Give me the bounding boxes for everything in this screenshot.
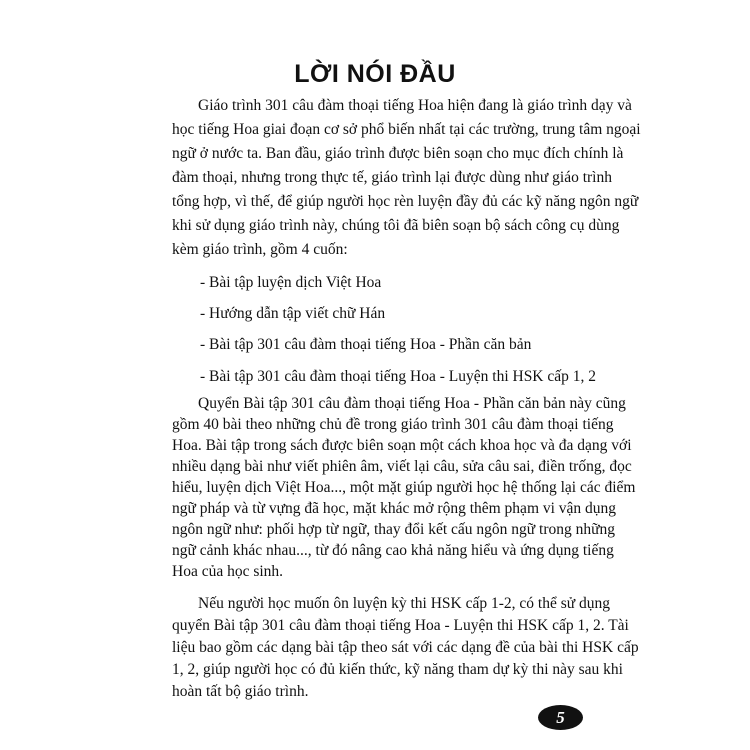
text-line: kèm giáo trình, gồm 4 cuốn:: [172, 241, 348, 258]
text-line: đàm thoại, nhưng trong thực tế, giáo trình lại được dùng như giáo trình: [172, 169, 612, 186]
text-line: ngữ pháp và từ vựng đã học, mặt khác mở rộng thêm phạm vi vận dụng: [172, 500, 617, 517]
text-line: hiểu, luyện dịch Việt Hoa..., một mặt giúp người học hệ thống lại các điểm: [172, 479, 636, 496]
page-number: 5: [538, 705, 583, 730]
text-line: Nếu người học muốn ôn luyện kỳ thi HSK cấp 1-2, có thể sử dụng: [198, 595, 611, 612]
paragraph-intro: [172, 94, 641, 262]
text-line: 1, 2, giúp người học có đủ kiến thức, kỹ năng tham dự kỳ thi này sau khi: [172, 661, 623, 678]
text-line: ngôn ngữ như: phối hợp từ ngữ, thay đổi kết cấu ngôn ngữ trong những: [172, 521, 616, 538]
text-line: hoàn tất bộ giáo trình.: [172, 683, 309, 700]
text-line: Giáo trình 301 câu đàm thoại tiếng Hoa hiện đang là giáo trình dạy và: [198, 97, 632, 114]
text-line: học tiếng Hoa giai đoạn cơ sở phổ biến nhất tại các trường, trung tâm ngoại: [172, 121, 641, 138]
text-line: gồm 40 bài theo những chủ đề trong giáo trình 301 câu đàm thoại tiếng: [172, 416, 614, 433]
book-item: - Bài tập 301 câu đàm thoại tiếng Hoa - Phần căn bản: [200, 336, 532, 353]
text-line: Hoa. Bài tập trong sách được biên soạn một cách khoa học và đa dạng với: [172, 437, 632, 454]
text-line: nhiều dạng bài như viết phiên âm, viết lại câu, sửa câu sai, điền trống, đọc: [172, 458, 632, 475]
text-line: liệu bao gồm các dạng bài tập theo sát với các dạng đề của bài thi HSK cấp: [172, 639, 639, 656]
book-item: - Bài tập 301 câu đàm thoại tiếng Hoa - Luyện thi HSK cấp 1, 2: [200, 368, 597, 385]
book-item: - Hướng dẫn tập viết chữ Hán: [200, 305, 386, 322]
paragraph-hsk-book: [172, 593, 639, 703]
page-title: LỜI NÓI ĐẦU: [294, 60, 456, 88]
text-line: ngữ ở nước ta. Ban đầu, giáo trình được biên soạn cho mục đích chính là: [172, 145, 624, 162]
paragraph-basic-book: [172, 393, 636, 582]
text-line: tổng hợp, vì thế, để giúp người học rèn luyện đầy đủ các kỹ năng ngôn ngữ: [172, 193, 639, 210]
text-line: Hoa của học sinh.: [172, 563, 284, 580]
text-line: Quyển Bài tập 301 câu đàm thoại tiếng Hoa - Phần căn bản này cũng: [198, 395, 626, 412]
text-line: quyển Bài tập 301 câu đàm thoại tiếng Hoa - Luyện thi HSK cấp 1, 2. Tài: [172, 617, 629, 634]
book-item: - Bài tập luyện dịch Việt Hoa: [200, 274, 382, 291]
text-line: khi sử dụng giáo trình này, chúng tôi đã biên soạn bộ sách công cụ dùng: [172, 217, 620, 234]
text-line: ngữ cảnh khác nhau..., từ đó nâng cao khả năng hiểu và ứng dụng tiếng: [172, 542, 614, 559]
